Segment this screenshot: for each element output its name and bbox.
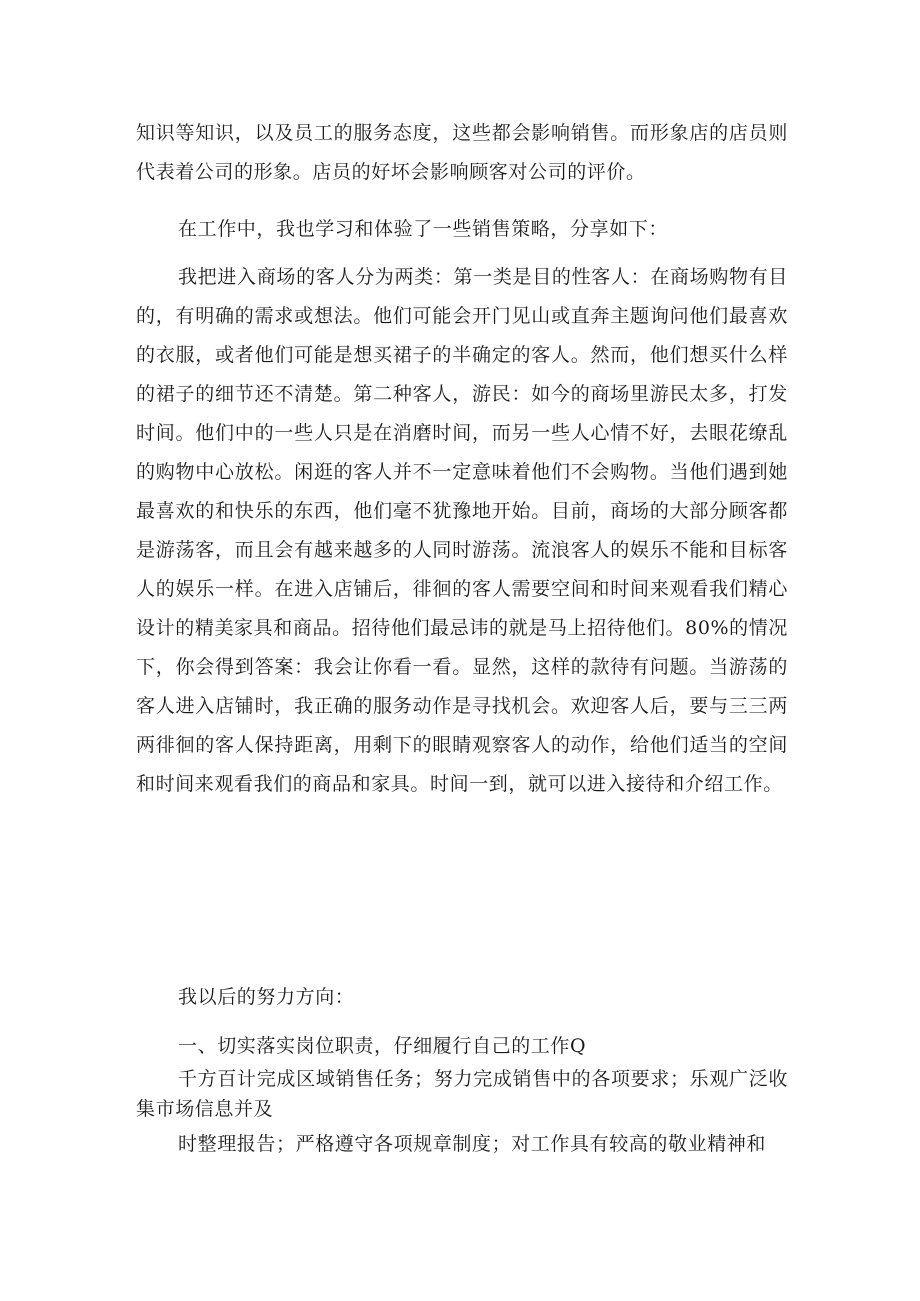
paragraph-sales-tasks: 千方百计完成区域销售任务；努力完成销售中的各项要求；乐观广泛收集市场信息并及 [136,1068,788,1120]
paragraph-staff-image: 知识等知识，以及员工的服务态度，这些都会影响销售。而形象店的店员则代表着公司的形象。店员的好坏会影响顾客对公司的评价。 [136,122,788,183]
paragraph-future-direction: 我以后的努力方向： [178,986,355,1008]
paragraph-report-rules: 时整理报告；严格遵守各项规章制度；对工作具有较高的敬业精神和 [178,1133,767,1155]
paragraph-section-one-heading: 一、切实落实岗位职责，仔细履行自己的工作Q [178,1035,587,1057]
paragraph-customer-types: 我把进入商场的客人分为两类：第一类是目的性客人：在商场购物有目的，有明确的需求或想法。他们可能会开门见山或直奔主题询问他们最喜欢的衣服，或者他们可能是想买裙子的半确定的客人。然而，他们想买什么样的裙子的细节还不清楚。第二种客人，游民：如今的商场里游民太多，打发时间。他们中的一些人只是在消磨时间，而另一些人心情不好，去眼花缭乱的购物中心放松。闲逛的客人并不一定意味着他们不会购物。当他们遇到她最喜欢的和快乐的东西，他们毫不犹豫地开始。目前，商场的大部分顾客都是游荡客，而且会有越来越多的人同时游荡。流浪客人的娱乐不能和目标客人的娱乐一样。在进入店铺后，徘徊的客人需要空间和时间来观看我们精心设计的精美家具和商品。招待他们最忌讳的就是马上招待他们。80%的情况下，你会得到答案：我会让你看一看。显然，这样的款待有问题。当游荡的客人进入店铺时，我正确的服务动作是寻找机会。欢迎客人后，要与三三两两徘徊的客人保持距离，用剩下的眼睛观察客人的动作，给他们适当的空间和时间来观看我们的商品和家具。时间一到，就可以进入接待和介绍工作。 [136,266,788,795]
paragraph-sales-strategy-intro: 在工作中，我也学习和体验了一些销售策略，分享如下： [178,218,669,240]
